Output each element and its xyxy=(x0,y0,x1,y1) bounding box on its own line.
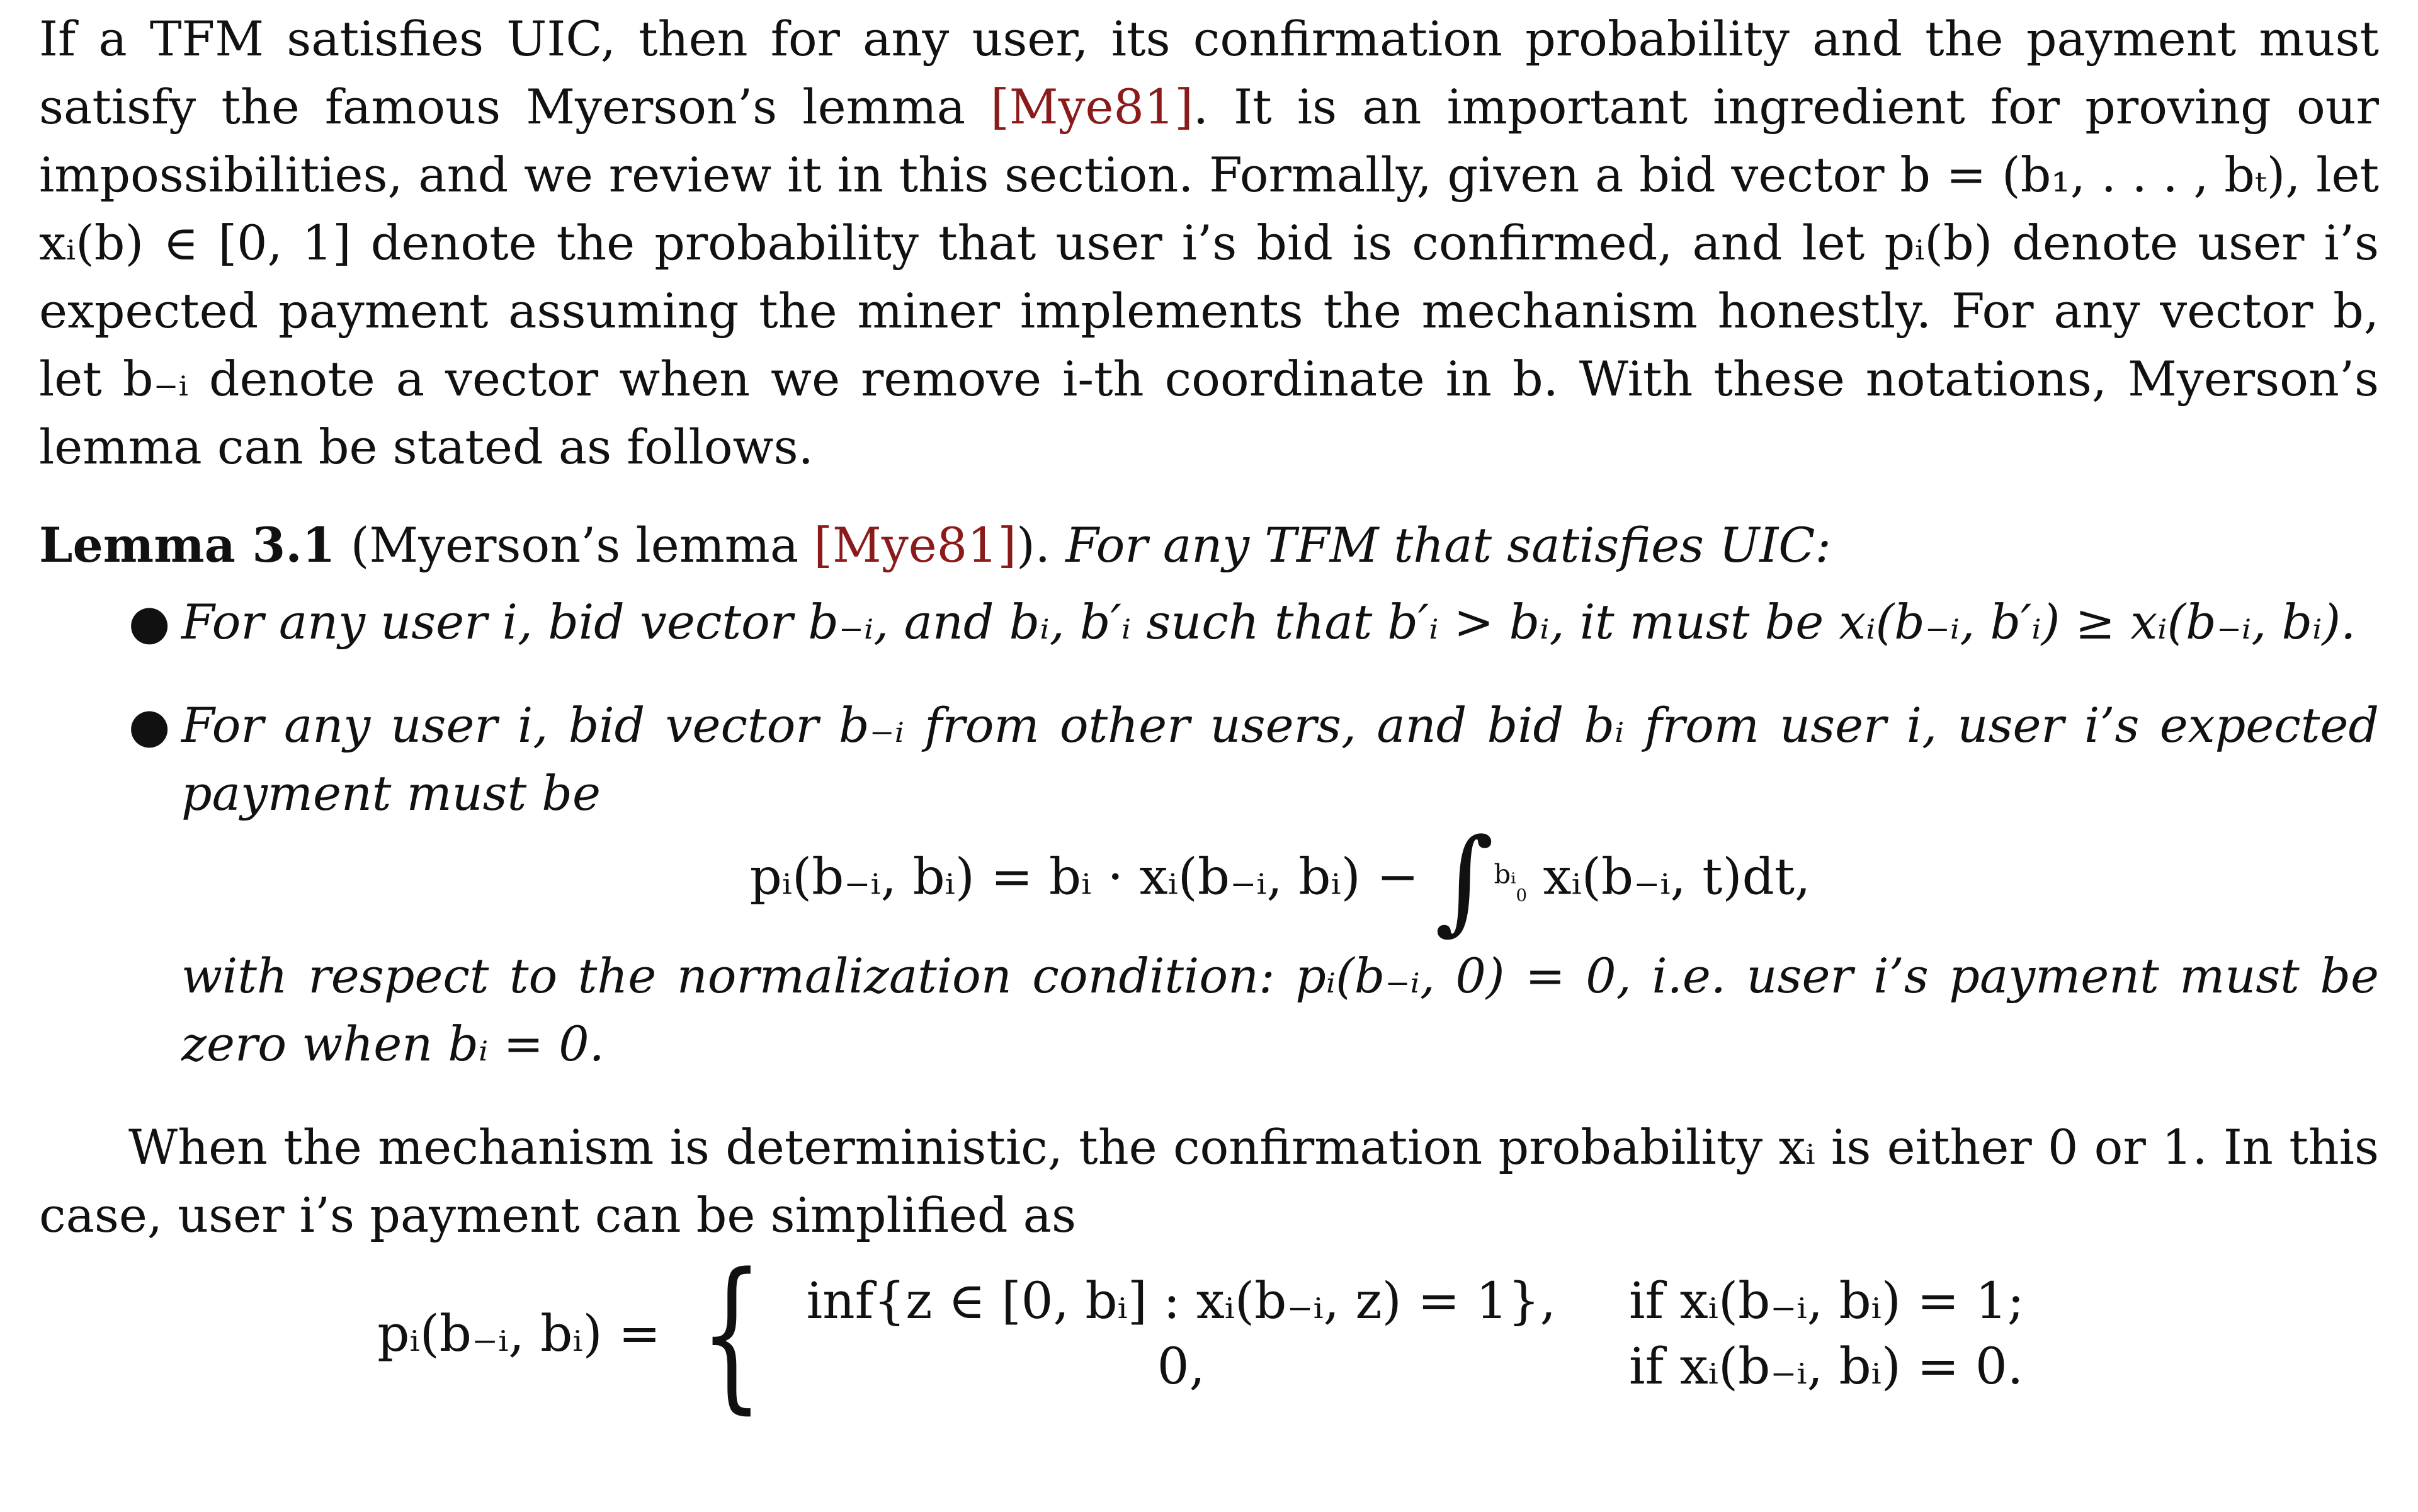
lemma-bullet-monotonicity xyxy=(39,588,2379,656)
integral-lower: 0 xyxy=(1516,885,1528,906)
case-1-condition: if xᵢ(b₋ᵢ, bᵢ) = 1; xyxy=(1629,1271,2024,1330)
case-row-2 xyxy=(790,1334,2041,1399)
intro-text-b: . It is an important ingredient for proving our impossibilities, and we review it in this section. Formally, given a bid vector b = (b₁, . . . , bₜ), let xᵢ(b) ∈ [0, 1] denote the probability that user i’s bid is confirmed, and let pᵢ(b) denote user i’s expected payment assuming the miner implements the mechanism honestly. For any vector b, let b₋ᵢ denote a vector when we remove i-th coordinate in b. With these notations, Myerson’s lemma can be stated as follows. xyxy=(39,79,2379,475)
left-brace-icon: { xyxy=(700,1238,763,1429)
cases-table xyxy=(790,1268,2041,1399)
intro-text-a: If a TFM satisfies UIC, then for any user, its confirmation probability and the payment must satisfy the famous Myerson’s lemma xyxy=(39,11,2379,135)
case-2-value: 0, xyxy=(1157,1336,1205,1395)
deterministic-paragraph: When the mechanism is deterministic, the confirmation probability xᵢ is either 0 or 1. In this case, user i’s payment can be simplified as xyxy=(39,1118,2379,1243)
bullet-1-text: For any user i, bid vector b₋ᵢ, and bᵢ, b′ᵢ such that b′ᵢ > bᵢ, it must be xᵢ(b₋ᵢ, b′ᵢ) ≥ xᵢ(b₋ᵢ, bᵢ). xyxy=(181,594,2356,650)
paper-page xyxy=(39,0,2379,1429)
cases-lhs: pᵢ(b₋ᵢ, bᵢ) = xyxy=(377,1304,661,1363)
lemma-citation[interactable]: [Mye81] xyxy=(814,517,1017,573)
lemma-bullet-list xyxy=(39,588,2379,1078)
payment-equation xyxy=(181,814,2379,946)
equation-lhs: pᵢ(b₋ᵢ, bᵢ) = bᵢ · xᵢ(b₋ᵢ, bᵢ) − xyxy=(749,847,1419,906)
lemma-name-close: ). xyxy=(1016,517,1050,573)
integral-upper: bᵢ xyxy=(1494,858,1516,889)
lemma-heading xyxy=(39,511,2379,579)
bullet-2-intro: For any user i, bid vector b₋ᵢ from other users, and bid bᵢ from user i, user i’s expected payment must be xyxy=(181,697,2379,821)
lemma-label: Lemma 3.1 xyxy=(39,517,336,573)
integral-sign: ∫ xyxy=(1434,814,1494,946)
equation-rhs: xᵢ(b₋ᵢ, t)dt, xyxy=(1543,847,1811,906)
cases-equation xyxy=(39,1238,2379,1429)
case-1-value: inf{z ∈ [0, bᵢ] : xᵢ(b₋ᵢ, z) = 1}, xyxy=(806,1271,1557,1330)
citation-mye81[interactable]: [Mye81] xyxy=(990,79,1193,135)
lemma-bullet-payment xyxy=(39,691,2379,1078)
integral-limits xyxy=(1494,858,1528,906)
bullet-icon: ● xyxy=(128,697,171,753)
bullet-icon: ● xyxy=(128,594,171,650)
lemma-statement: For any TFM that satisfies UIC: xyxy=(1065,517,1831,573)
case-row-1 xyxy=(790,1268,2041,1334)
intro-paragraph xyxy=(39,5,2379,481)
lemma-name-open: (Myerson’s lemma xyxy=(350,517,814,573)
bullet-2-outro: with respect to the normalization condition: pᵢ(b₋ᵢ, 0) = 0, i.e. user i’s payment must be zero when bᵢ = 0. xyxy=(181,947,2379,1072)
case-2-condition: if xᵢ(b₋ᵢ, bᵢ) = 0. xyxy=(1629,1336,2024,1395)
